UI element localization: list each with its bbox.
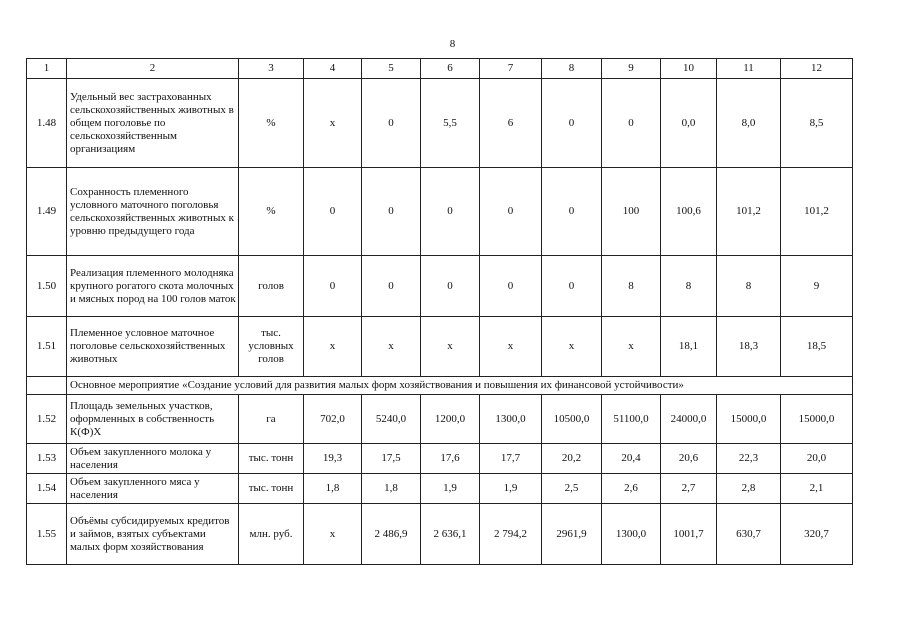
header-cell: 12 [781, 59, 853, 79]
value-cell: 51100,0 [602, 395, 661, 444]
value-cell: 22,3 [717, 444, 781, 474]
value-cell: 0 [480, 256, 542, 317]
value-cell: 19,3 [304, 444, 362, 474]
value-cell: 9 [781, 256, 853, 317]
value-cell: 2,7 [661, 474, 717, 504]
indicator-name: Племенное условное маточное поголовье сельскохозяйственных животных [67, 317, 239, 377]
indicator-name: Объёмы субсидируемых кредитов и займов, взятых субъектами малых форм хозяйствования [67, 504, 239, 565]
value-cell: 20,4 [602, 444, 661, 474]
header-row [27, 59, 853, 79]
row-number: 1.48 [27, 79, 67, 168]
value-cell: 0 [542, 79, 602, 168]
value-cell: 20,6 [661, 444, 717, 474]
row-number: 1.55 [27, 504, 67, 565]
section-blank [27, 377, 67, 395]
value-cell: 0 [304, 168, 362, 256]
header-cell: 2 [67, 59, 239, 79]
table-row [27, 317, 853, 377]
indicator-name: Удельный вес застрахованных сельскохозяйственных животных в общем поголовье по сельскохозяйственным организациям [67, 79, 239, 168]
value-cell: 1,8 [304, 474, 362, 504]
value-cell: x [304, 504, 362, 565]
page-number: 8 [449, 38, 456, 50]
value-cell: 0 [421, 256, 480, 317]
value-cell: x [304, 79, 362, 168]
value-cell: 0 [304, 256, 362, 317]
value-cell: 2,5 [542, 474, 602, 504]
value-cell: x [602, 317, 661, 377]
unit-cell: % [239, 79, 304, 168]
unit-cell: тыс. тонн [239, 444, 304, 474]
value-cell: 0 [362, 79, 421, 168]
value-cell: 1200,0 [421, 395, 480, 444]
indicator-name: Площадь земельных участков, оформленных в собственность К(Ф)Х [67, 395, 239, 444]
table-row [27, 79, 853, 168]
value-cell: 10500,0 [542, 395, 602, 444]
unit-cell: тыс. тонн [239, 474, 304, 504]
value-cell: 17,5 [362, 444, 421, 474]
value-cell: 5,5 [421, 79, 480, 168]
value-cell: 15000,0 [781, 395, 853, 444]
header-cell: 9 [602, 59, 661, 79]
value-cell: 17,6 [421, 444, 480, 474]
value-cell: x [480, 317, 542, 377]
unit-cell: га [239, 395, 304, 444]
unit-cell: % [239, 168, 304, 256]
row-number: 1.54 [27, 474, 67, 504]
value-cell: 15000,0 [717, 395, 781, 444]
value-cell: 2 636,1 [421, 504, 480, 565]
value-cell: 20,2 [542, 444, 602, 474]
unit-cell: тыс. условных голов [239, 317, 304, 377]
value-cell: x [542, 317, 602, 377]
value-cell: 18,1 [661, 317, 717, 377]
value-cell: 1,9 [421, 474, 480, 504]
value-cell: 101,2 [717, 168, 781, 256]
value-cell: 2 486,9 [362, 504, 421, 565]
row-number: 1.49 [27, 168, 67, 256]
indicators-table [26, 58, 853, 565]
row-number: 1.50 [27, 256, 67, 317]
value-cell: 5240,0 [362, 395, 421, 444]
row-number: 1.53 [27, 444, 67, 474]
value-cell: 24000,0 [661, 395, 717, 444]
indicator-name: Сохранность племенного условного маточного поголовья сельскохозяйственных животных к уровню предыдущего года [67, 168, 239, 256]
header-cell: 10 [661, 59, 717, 79]
value-cell: 101,2 [781, 168, 853, 256]
value-cell: 8,5 [781, 79, 853, 168]
row-number: 1.51 [27, 317, 67, 377]
header-cell: 11 [717, 59, 781, 79]
header-cell: 5 [362, 59, 421, 79]
unit-cell: млн. руб. [239, 504, 304, 565]
value-cell: 1,9 [480, 474, 542, 504]
table-row [27, 395, 853, 444]
table-row [27, 474, 853, 504]
value-cell: 2,6 [602, 474, 661, 504]
table-row [27, 256, 853, 317]
table-row [27, 444, 853, 474]
indicator-name: Объем закупленного мяса у населения [67, 474, 239, 504]
value-cell: 0,0 [661, 79, 717, 168]
section-row [27, 377, 853, 395]
value-cell: 0 [480, 168, 542, 256]
value-cell: 320,7 [781, 504, 853, 565]
value-cell: 17,7 [480, 444, 542, 474]
value-cell: 702,0 [304, 395, 362, 444]
unit-cell: голов [239, 256, 304, 317]
value-cell: 0 [542, 168, 602, 256]
value-cell: x [304, 317, 362, 377]
header-cell: 4 [304, 59, 362, 79]
value-cell: x [362, 317, 421, 377]
value-cell: 0 [602, 79, 661, 168]
value-cell: 0 [362, 168, 421, 256]
value-cell: 0 [542, 256, 602, 317]
value-cell: 0 [421, 168, 480, 256]
value-cell: 0 [362, 256, 421, 317]
indicator-name: Объем закупленного молока у населения [67, 444, 239, 474]
value-cell: 1300,0 [602, 504, 661, 565]
table-row [27, 168, 853, 256]
value-cell: 2,8 [717, 474, 781, 504]
value-cell: 8 [602, 256, 661, 317]
table-row [27, 504, 853, 565]
value-cell: 2961,9 [542, 504, 602, 565]
value-cell: 20,0 [781, 444, 853, 474]
value-cell: 630,7 [717, 504, 781, 565]
value-cell: 8 [661, 256, 717, 317]
value-cell: 100,6 [661, 168, 717, 256]
value-cell: 18,3 [717, 317, 781, 377]
header-cell: 3 [239, 59, 304, 79]
value-cell: 1001,7 [661, 504, 717, 565]
value-cell: 6 [480, 79, 542, 168]
header-cell: 6 [421, 59, 480, 79]
header-cell: 1 [27, 59, 67, 79]
row-number: 1.52 [27, 395, 67, 444]
section-title: Основное мероприятие «Создание условий для развития малых форм хозяйствования и повышения их финансовой устойчивости» [67, 377, 853, 395]
value-cell: 2,1 [781, 474, 853, 504]
value-cell: 8 [717, 256, 781, 317]
value-cell: x [421, 317, 480, 377]
value-cell: 18,5 [781, 317, 853, 377]
header-cell: 7 [480, 59, 542, 79]
value-cell: 2 794,2 [480, 504, 542, 565]
value-cell: 100 [602, 168, 661, 256]
value-cell: 1300,0 [480, 395, 542, 444]
indicator-name: Реализация племенного молодняка крупного рогатого скота молочных и мясных пород на 100 голов маток [67, 256, 239, 317]
value-cell: 8,0 [717, 79, 781, 168]
header-cell: 8 [542, 59, 602, 79]
value-cell: 1,8 [362, 474, 421, 504]
